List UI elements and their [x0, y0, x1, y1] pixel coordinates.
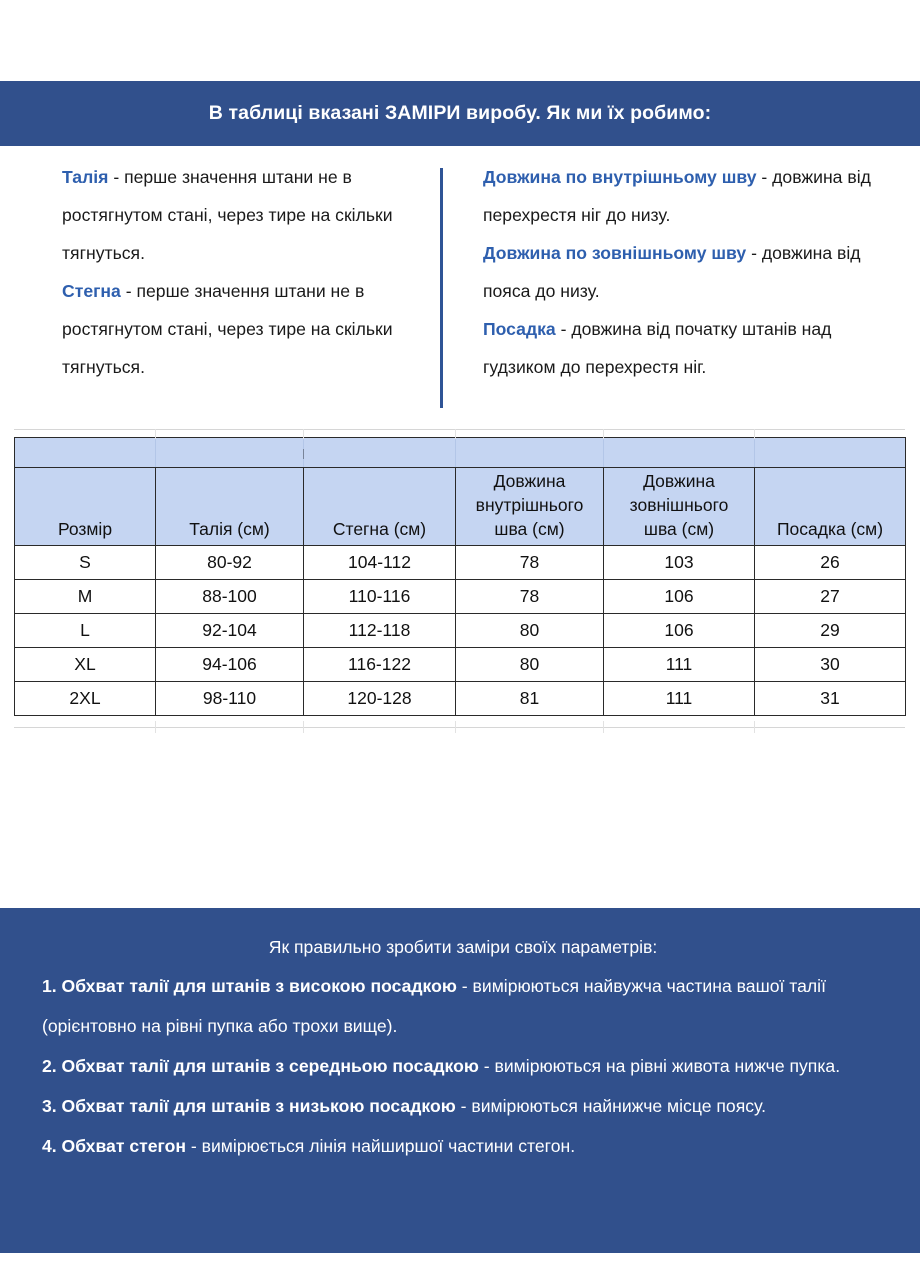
- size-table: [14, 437, 906, 716]
- cell-inseam: 81: [456, 682, 604, 716]
- definition-hips: [62, 272, 432, 386]
- instruction-item-3-lead: 3. Обхват талії для штанів з низькою посадкою: [42, 1096, 456, 1116]
- column-header-inseam: [456, 468, 604, 546]
- definition-inseam-text: - довжина від перехрестя ніг до низу.: [483, 167, 871, 225]
- definition-waist-text: - перше значення штани не в ростягнутом стані, через тире на скільки тягнуться.: [62, 167, 393, 263]
- cell-size: XL: [15, 648, 156, 682]
- definition-waist: [62, 158, 432, 272]
- cell-rise: 31: [755, 682, 906, 716]
- instruction-item-3: [42, 1086, 884, 1126]
- ghost-gridline-b2: [303, 721, 304, 733]
- instruction-item-2-rest: - вимірюються на рівні живота нижче пупка.: [478, 1056, 841, 1076]
- cell-outseam: 103: [604, 546, 755, 580]
- merged-spacer-2: [304, 438, 456, 468]
- instructions-title: Як правильно зробити заміри своїх параметрів:: [268, 937, 658, 957]
- instruction-item-1-rest: - вимірюються найвужча частина вашої талії (орієнтовно на рівні пупка або трохи вище).: [42, 976, 826, 1036]
- cell-outseam: 111: [604, 648, 755, 682]
- definition-rise-text: - довжина від початку штанів над гудзиком до перехрестя ніг.: [483, 319, 832, 377]
- cell-hips: 112-118: [304, 614, 456, 648]
- column-header-outseam-line1: Довжина: [643, 471, 715, 491]
- instruction-item-2-lead: 2. Обхват талії для штанів з середньою посадкою: [42, 1056, 479, 1076]
- instruction-item-4-rest: - вимірюється лінія найширшої частини стегон.: [186, 1136, 576, 1156]
- column-header-waist-line1: Талія (см): [189, 519, 270, 539]
- cell-rise: 30: [755, 648, 906, 682]
- cell-inseam: 78: [456, 580, 604, 614]
- cell-size: L: [15, 614, 156, 648]
- instruction-item-4: [42, 1126, 884, 1166]
- measurement-definitions: [0, 158, 920, 413]
- definition-rise: [483, 310, 893, 386]
- ghost-gridline-b4: [603, 721, 604, 733]
- column-header-size: [15, 468, 156, 546]
- instruction-item-1-lead: 1. Обхват талії для штанів з високою посадкою: [42, 976, 457, 996]
- table-row: [15, 580, 906, 614]
- ghost-gridline-bottom: [14, 727, 905, 728]
- merged-spacer-3: [456, 438, 604, 468]
- ghost-gridline-top: [14, 429, 905, 430]
- cell-waist: 92-104: [156, 614, 304, 648]
- instruction-item-3-rest: - вимірюються найнижче місце поясу.: [455, 1096, 766, 1116]
- cell-size: S: [15, 546, 156, 580]
- ghost-gridline-b5: [754, 721, 755, 733]
- ghost-gridline-b1: [155, 721, 156, 733]
- cell-waist: 94-106: [156, 648, 304, 682]
- definition-outseam-text: - довжина від пояса до низу.: [483, 243, 861, 301]
- cell-inseam: 78: [456, 546, 604, 580]
- column-header-rise-line1: Посадка (см): [776, 519, 884, 539]
- column-header-rise: [755, 468, 906, 546]
- column-divider: [440, 168, 443, 408]
- cell-rise: 26: [755, 546, 906, 580]
- column-header-inseam-line1: Довжина: [493, 471, 566, 491]
- cell-waist: 80-92: [156, 546, 304, 580]
- cell-hips: 110-116: [304, 580, 456, 614]
- definition-hips-term: Стегна: [62, 281, 121, 301]
- definition-outseam-term: Довжина по зовнішньому шву: [483, 243, 747, 263]
- table-row: [15, 682, 906, 716]
- definition-waist-term: Талія: [62, 167, 109, 187]
- how-to-measure-panel: [0, 908, 920, 1253]
- definition-hips-text: - перше значення штани не в ростягнутом стані, через тире на скільки тягнуться.: [62, 281, 393, 377]
- table-merged-title-row: [15, 438, 906, 468]
- merged-spacer-1: [156, 438, 304, 468]
- column-header-outseam: [604, 468, 755, 546]
- cell-outseam: 106: [604, 614, 755, 648]
- instruction-item-2: [42, 1046, 884, 1086]
- size-table-container: [14, 437, 905, 716]
- column-header-hips: [304, 468, 456, 546]
- column-header-hips-line1: Стегна (см): [332, 519, 427, 539]
- cell-rise: 29: [755, 614, 906, 648]
- product-measurements-banner: [0, 81, 920, 146]
- column-header-outseam-line3: шва (см): [643, 519, 715, 539]
- definition-outseam: [483, 234, 893, 310]
- column-header-inseam-line2: внутрішнього: [475, 495, 584, 515]
- instruction-item-4-lead: 4. Обхват стегон: [42, 1136, 186, 1156]
- cell-outseam: 111: [604, 682, 755, 716]
- cell-hips: 120-128: [304, 682, 456, 716]
- size-table-body: [15, 546, 906, 716]
- merged-title-cell: [15, 438, 156, 468]
- cell-hips: 116-122: [304, 648, 456, 682]
- banner-title: В таблиці вказані ЗАМІРИ виробу. Як ми їх робимо:: [208, 102, 712, 124]
- cell-size: 2XL: [15, 682, 156, 716]
- cell-waist: 88-100: [156, 580, 304, 614]
- column-header-size-line1: Розмір: [57, 519, 113, 539]
- table-row: [15, 648, 906, 682]
- definition-inseam-term: Довжина по внутрішньому шву: [483, 167, 757, 187]
- ghost-gridline-b3: [455, 721, 456, 733]
- definition-inseam: [483, 158, 893, 234]
- column-header-waist: [156, 468, 304, 546]
- cell-size: M: [15, 580, 156, 614]
- table-row: [15, 614, 906, 648]
- cell-hips: 104-112: [304, 546, 456, 580]
- definitions-right-column: [483, 158, 893, 386]
- definitions-left-column: [62, 158, 432, 386]
- column-header-inseam-line3: шва (см): [494, 519, 565, 539]
- cell-rise: 27: [755, 580, 906, 614]
- definition-rise-term: Посадка: [483, 319, 556, 339]
- table-row: [15, 546, 906, 580]
- column-header-outseam-line2: зовнішнього: [629, 495, 729, 515]
- cell-outseam: 106: [604, 580, 755, 614]
- cell-waist: 98-110: [156, 682, 304, 716]
- merged-spacer-5: [755, 438, 906, 468]
- cell-inseam: 80: [456, 614, 604, 648]
- cell-inseam: 80: [456, 648, 604, 682]
- instruction-item-1: [42, 966, 884, 1046]
- merged-spacer-4: [604, 438, 755, 468]
- table-header-row: [15, 468, 906, 546]
